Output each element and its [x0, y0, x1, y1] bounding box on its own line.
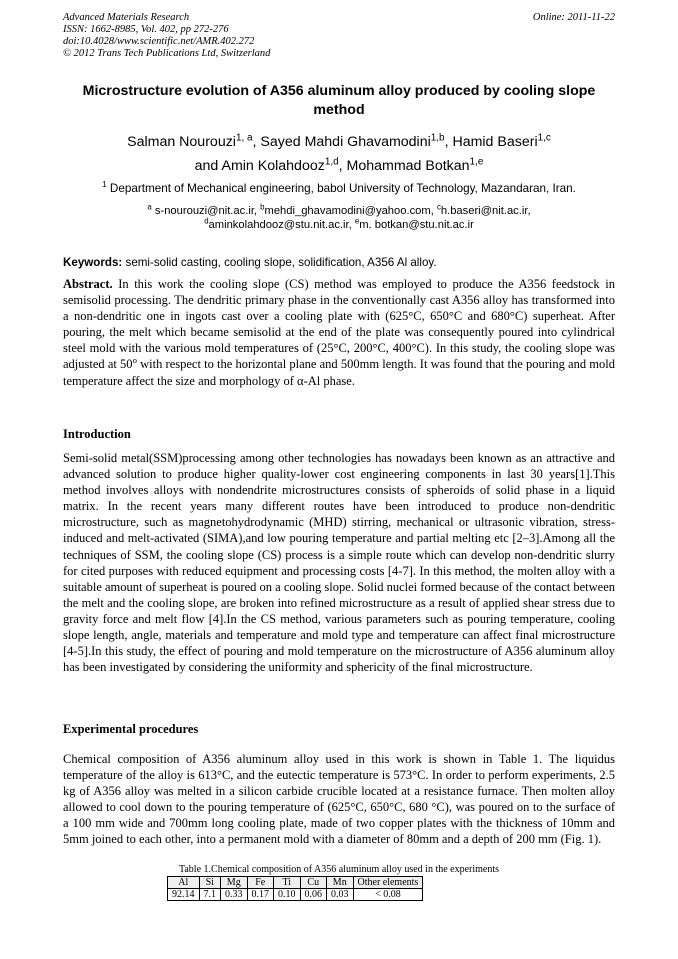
table-cell: 0.17: [247, 889, 274, 901]
author-list: [63, 130, 615, 178]
composition-table: [167, 876, 423, 901]
table-header-cell: Ti: [274, 877, 301, 889]
author-affil-sup: 1, a: [235, 132, 253, 144]
table-header-cell: Mg: [221, 877, 248, 889]
table-cell: 0.10: [274, 889, 301, 901]
affiliation: [63, 182, 615, 196]
author-name: Hamid Baseri: [452, 134, 538, 150]
email-sup: d: [204, 216, 209, 226]
table-row: [168, 889, 423, 901]
table-cell: 0.03: [327, 889, 354, 901]
email-link[interactable]: mehdi_ghavamodini@yahoo.com,: [264, 205, 434, 217]
author-line-1: Salman Nourouzi$^{1, a}$, Sayed Mahdi Ghavamodini$^{1,b}$, Hamid Baseri$^{1,c}$: [127, 132, 551, 150]
email-sup: b: [260, 202, 265, 212]
abstract-text: In this work the cooling slope (CS) method was employed to produce the A356 feedstock in semisolid processing. The dendritic primary phase in the conventionally cast A356 alloy has transformed into a non-dendritic one in ingots cast over a cooling plate with (625°C, 650°C and 680°C) superheat. After pouring, the melt which became semisolid at the end of the plate was consequently poured into cylindrical steel mold with the various mold temperatures of (25°C, 200°C, 400°C). In this study, the cooling slope was adjusted at 50: [63, 277, 615, 372]
table-cell: 92.14: [168, 889, 200, 901]
journal-name: Advanced Materials Research: [63, 12, 190, 23]
table-cell: 7.1: [199, 889, 221, 901]
table-header-cell: Si: [199, 877, 221, 889]
email-link[interactable]: m. botkan@stu.nit.ac.ir: [359, 219, 474, 231]
table-header-cell: Cu: [300, 877, 327, 889]
introduction-text: Semi-solid metal(SSM)processing among other technologies has nowadays been known as an attractive and advanced solution to produce higher quality-lower cost engineering components in last 30 years[1].This method involves alloys with nondendrite microstructures consists of spheroids of solid phase in a liquid matrix. In the recent years many different routes have been introduced to produce non-dendritic microstructure, such as magnetohydrodynamic (MHD) stirring, mechanical or ultrasonic vibration, stress-induced and melt-activated (SIMA),and low pouring temperature and partial melting etc [2–3].Among all the techniques of SSM, the cooling slope (CS) process is a simple route which can develop non-dendritic slurry for cited purposes with reduced equipment and processing costs [4-7]. In this method, the molten alloy with a suitable amount of superheat is poured on a cooling slope. Solid nuclei formed because of the contact between the melt and the cooling slope, are broken into refined microstructure as a result of applied shear stress due to gravity force and melt flow [4].In the CS method, various parameters such as pouring temperature, cooling slope length, angle, materials and temperature and mold type and temperature can affect final microstructure [4-5].In this study, the effect of pouring and mold temperature on the microstructure of A356 aluminum alloy has been investigated by considering the uniformity and sphericity of the final microstructure.: [63, 451, 615, 675]
keywords-text: semi-solid casting, cooling slope, solidification, A356 Al alloy.: [125, 256, 437, 269]
email-sup: a: [147, 202, 152, 212]
author-name: Salman Nourouzi: [127, 134, 236, 150]
journal-copyright: © 2012 Trans Tech Publications Ltd, Switzerland: [63, 48, 271, 59]
author-conjunction: and: [194, 158, 219, 174]
author-name: Amin Kolahdooz: [221, 158, 325, 174]
table-header-row: [168, 877, 423, 889]
journal-info: [63, 12, 270, 60]
table-caption: Table 1.Chemical composition of A356 aluminum alloy used in the experiments: [178, 864, 500, 875]
author-name: Sayed Mahdi Ghavamodini: [260, 134, 431, 150]
affiliation-sup: 1: [102, 180, 107, 190]
email-sup: c: [436, 202, 441, 212]
table-cell: 0.06: [300, 889, 327, 901]
table-header-cell: Fe: [247, 877, 274, 889]
experimental-text: Chemical composition of A356 aluminum alloy used in this work is shown in Table 1. The liquidus temperature of the alloy is 613°C, and the eutectic temperature is 573°C. In order to perform experiments, 2.5 kg of A356 alloy was melted in a silicon carbide crucible located at a resistance furnace. Then molten alloy allowed to cool down to the pouring temperature of (625°C, 650°C, 680 °C), was poured on to the surface of a 100 mm wide and 700mm long cooling plate, made of two copper plates with the thickness of 10mm and 5mm joined to each other, into a permanent mold with a diameter of 80mm and a depth of 200 mm (Fig. 1).: [63, 752, 615, 847]
author-emails: [63, 204, 615, 232]
author-affil-sup: 1,c: [537, 132, 551, 144]
keywords-label: Keywords:: [63, 256, 123, 269]
online-date: Online: 2011-11-22: [532, 12, 615, 23]
degree-sup: o: [132, 355, 137, 366]
abstract: [63, 276, 615, 389]
author-affil-sup: 1,d: [324, 156, 339, 168]
author-affil-sup: 1,b: [430, 132, 445, 144]
section-heading-experimental: Experimental procedures: [63, 722, 199, 736]
section-heading-introduction: Introduction: [63, 427, 131, 441]
table-cell: 0.33: [221, 889, 248, 901]
email-sup: e: [354, 216, 360, 226]
email-link[interactable]: s-nourouzi@nit.ac.ir,: [154, 205, 258, 217]
table-header-cell: Other elements: [353, 877, 423, 889]
keywords: [63, 256, 615, 270]
email-line-2: [63, 218, 615, 232]
abstract-label: Abstract.: [63, 277, 113, 291]
author-line-2: and Amin Kolahdooz$^{1,d}$, Mohammad Botkan$^{1,e}$: [194, 156, 484, 174]
abstract-text-cont: with respect to the horizontal plane and 500mm length. It was found that the pouring and mold temperature affect the size and morphology of α-Al phase.: [63, 357, 615, 388]
email-line-1: [63, 204, 615, 218]
paper-title: Microstructure evolution of A356 aluminum alloy produced by cooling slope method: [82, 83, 596, 118]
affiliation-text: Department of Mechanical engineering, babol University of Technology, Mazandaran, Iran.: [109, 182, 576, 195]
table-header-cell: Mn: [327, 877, 354, 889]
email-link[interactable]: h.baseri@nit.ac.ir,: [440, 205, 531, 217]
table-cell: < 0.08: [353, 889, 423, 901]
email-link[interactable]: aminkolahdooz@stu.nit.ac.ir,: [208, 219, 352, 231]
author-name: Mohammad Botkan: [346, 158, 470, 174]
journal-issn: ISSN: 1662-8985, Vol. 402, pp 272-276: [63, 24, 229, 35]
table-header-cell: Al: [168, 877, 200, 889]
author-affil-sup: 1,e: [469, 156, 484, 168]
journal-doi: doi:10.4028/www.scientific.net/AMR.402.272: [63, 36, 255, 47]
